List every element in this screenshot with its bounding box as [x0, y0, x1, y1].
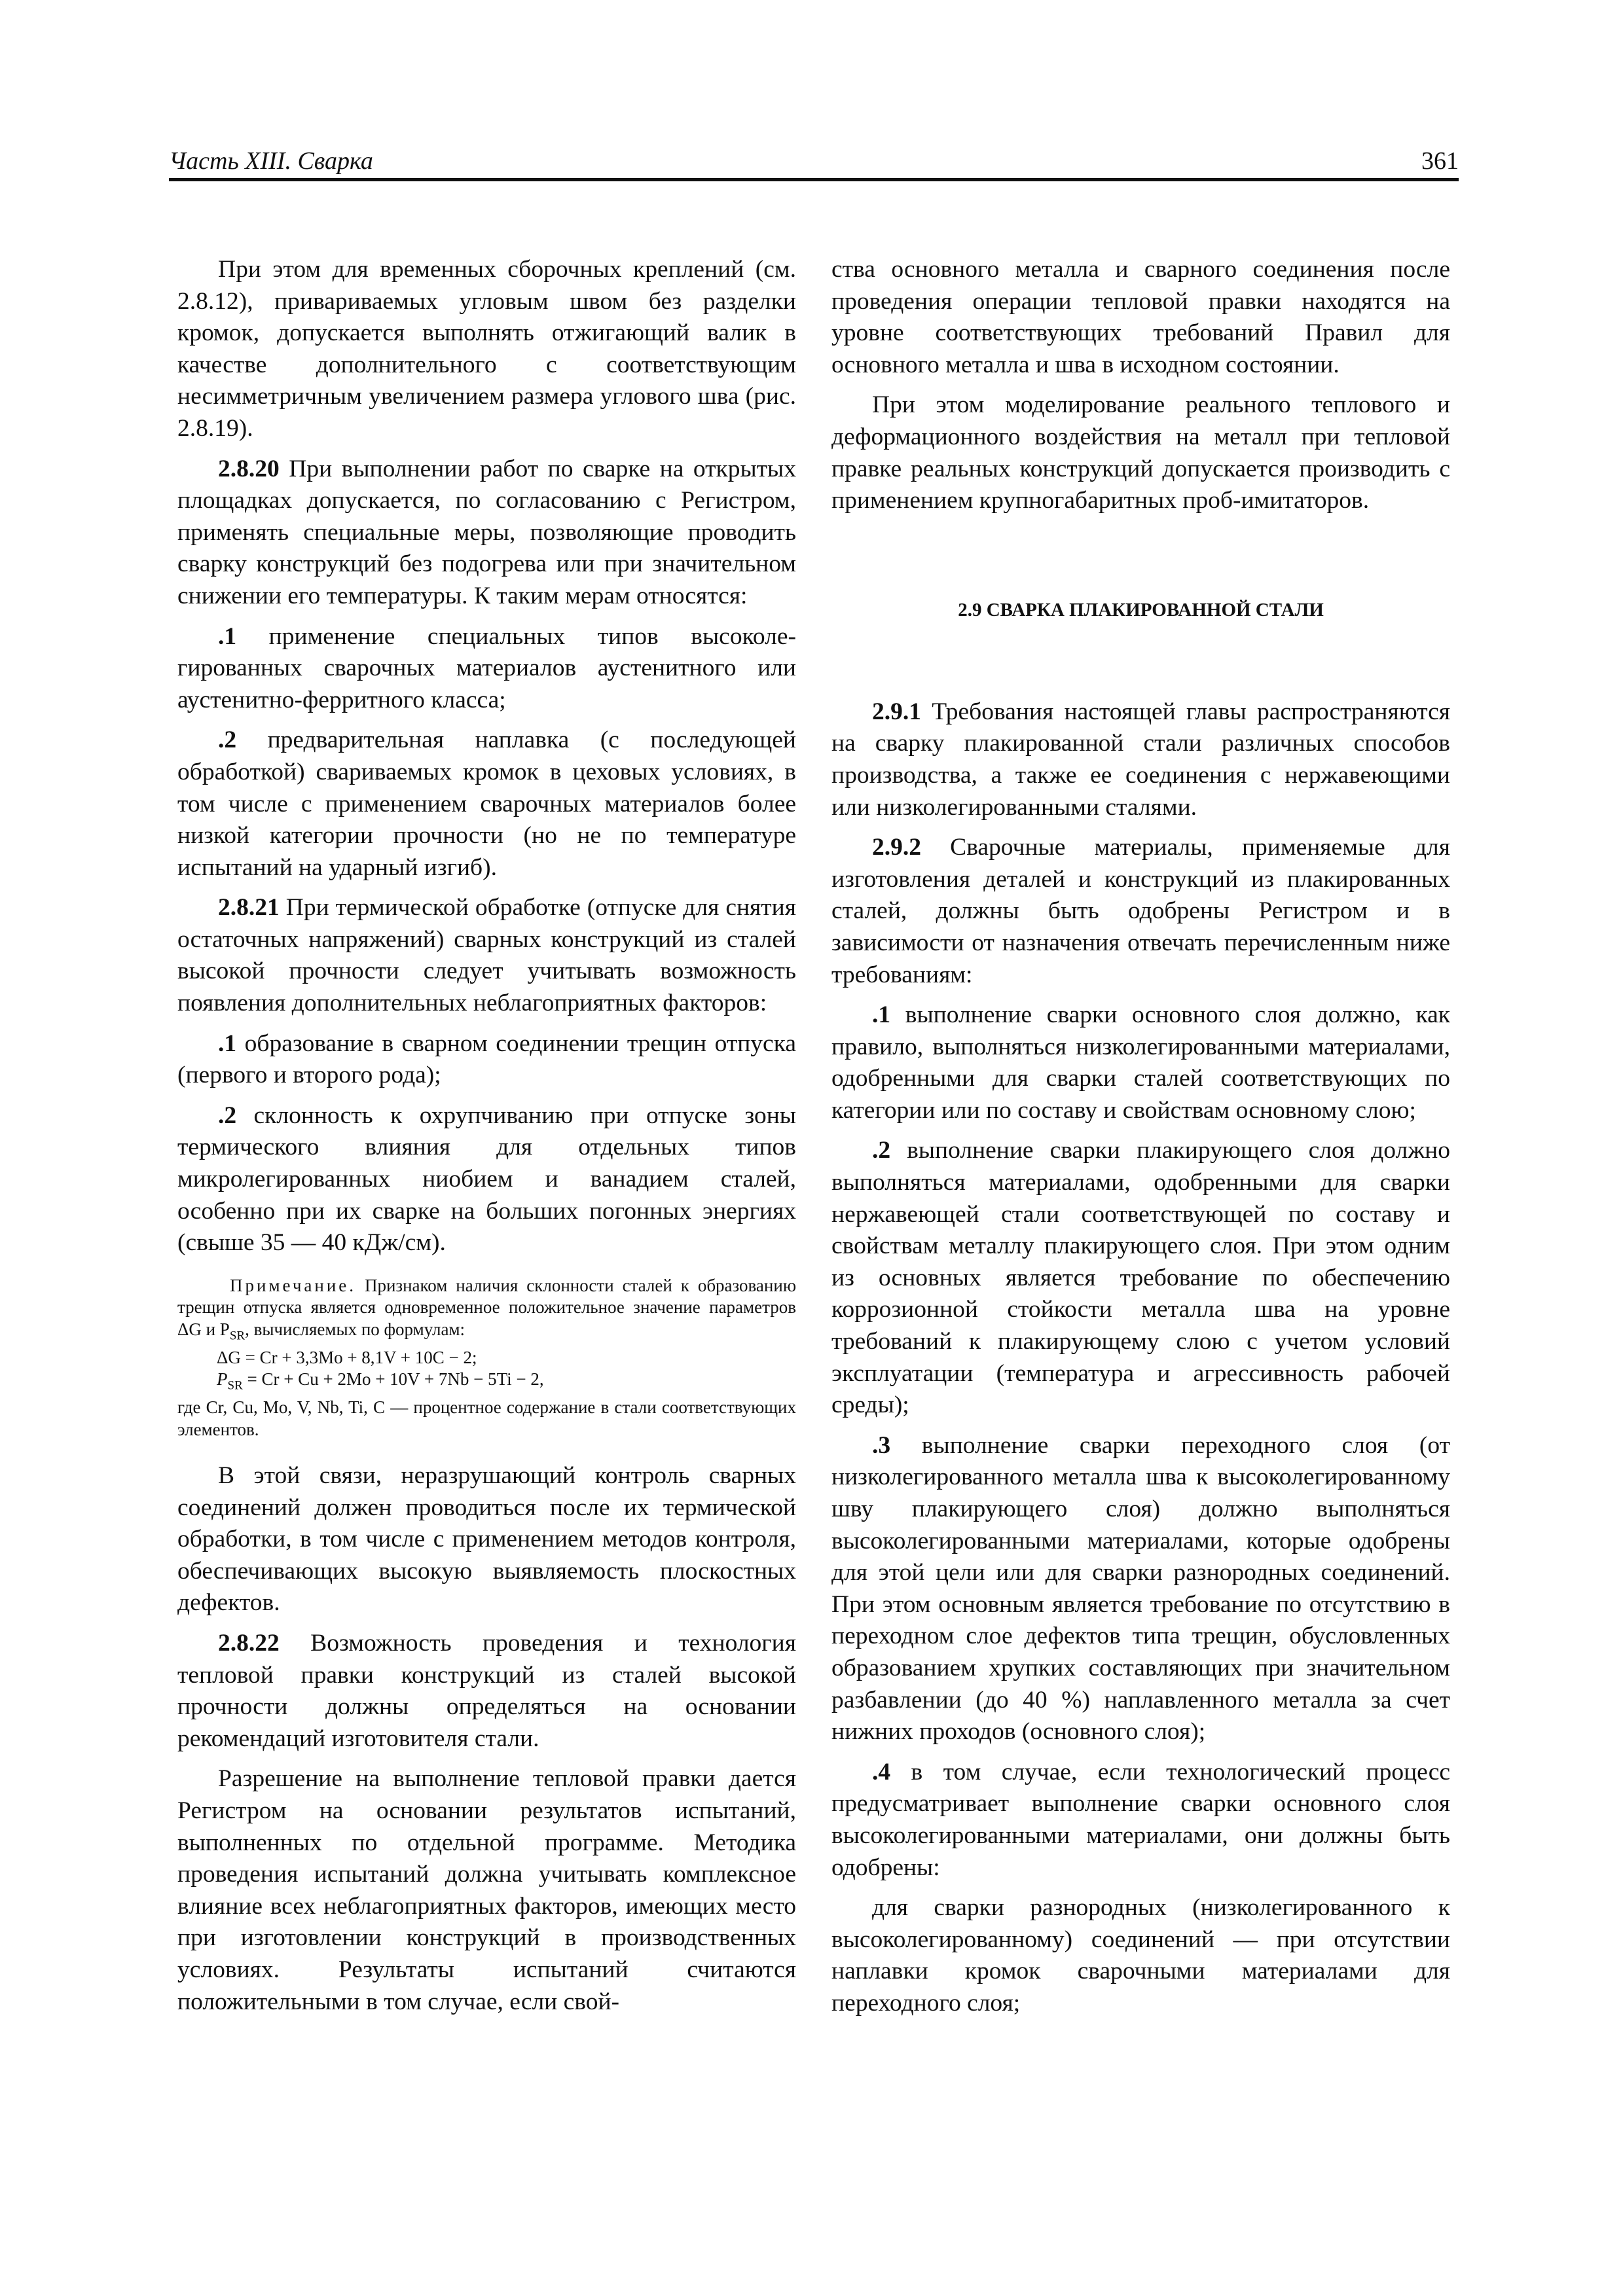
paragraph: 2.9.1 Требования настоящей главы распространяются на сварку плакированной стали различных способов производства, а также ее соединения с нержавеющими или низколегированными сталями. — [831, 698, 1450, 821]
formula-delta-g: ΔG = Cr + 3,3Mo + 8,1V + 10C − 2; — [217, 1347, 477, 1367]
formula-psr: $P_{SR} = Cr + Cu + 2Mo + 10V + 7Nb - 5Ti - 2$, — [217, 1369, 544, 1393]
page-number: 361 — [1421, 147, 1459, 175]
item-number: .1 — [218, 622, 237, 650]
clause-number: 2.8.20 — [218, 455, 280, 482]
list-item: .1 образование в сварном соединении трещин отпуска (первого и второго рода); — [177, 1030, 796, 1089]
right-column — [831, 254, 1450, 2028]
list-item: .2 выполнение сварки плакирующего слоя должно выполняться материалами, одобренными для сварки нержавеющей стали соответствующей по составу и свойствам металлу плакирующего слоя. При этом одним из основных является требование по обеспечению коррозионной стойкости металла шва на уровне требований к плакирующему слою с учетом условий эксплуатации (температура и агрессивность рабочей среды); — [831, 1137, 1450, 1419]
list-item: .2 склонность к охрупчиванию при отпуске зоны термического влияния для отдельных типов микролегированных ниобием и ванадием сталей, особенно при их сварке на больших погонных энергиях (свыше 35 — 40 кДж/см). — [177, 1102, 796, 1257]
clause-number: 2.8.22 — [218, 1630, 280, 1657]
item-number: .2 — [218, 1102, 237, 1129]
paragraph: При этом моделирование реального теплового и деформационного воздействия на металл при тепловой правке реальных конструкций допускается производить с применением крупногабаритных проб-имитаторов. — [831, 391, 1450, 514]
left-column — [177, 254, 796, 2026]
paragraph: для сварки разнородных (низколегированного к высоколегированному) соединений — при отсутствии наплавки кромок сварочными материалами для переходного слоя; — [831, 1894, 1450, 2017]
item-number: .1 — [872, 1001, 891, 1029]
paragraph: 2.8.22 Возможность проведения и технология тепловой правки конструкций из сталей высокой прочности должны определяться на основании рекомендаций изготовителя стали. — [177, 1630, 796, 1752]
list-item: .3 выполнение сварки переходного слоя (от низколегированного металла шва к высоколегированному шву плакирующего слоя) должно выполняться высоколегированными материалами, которые одобрены для этой цели или для сварки разнородных соединений. При этом основным является требование по отсутствию в переходном слое дефектов типа трещин, обусловленных образованием хрупких составляющих при значительном разбавлении (до 40 %) наплавленного металла за счет нижних проходов (основного слоя); — [831, 1431, 1450, 1746]
paragraph: В этой связи, неразрушающий контроль сварных соединений должен проводиться после их термической обработки, в том числе с применением методов контроля, обеспечивающих высокую выявляемость плоскостных дефектов. — [177, 1462, 796, 1617]
section-title: 2.9 СВАРКА ПЛАКИРОВАННОЙ СТАЛИ — [958, 599, 1324, 620]
item-number: .1 — [218, 1030, 237, 1057]
list-item: .2 предварительная наплавка (с последующей обработкой) свариваемых кромок в цеховых условиях, в том числе с применением сварочных материалов более низкой категории прочности (но не по температуре испытаний на ударный изгиб). — [177, 726, 796, 881]
clause-number: 2.9.2 — [872, 834, 921, 861]
header-title: Часть XIII. Сварка — [169, 147, 373, 175]
item-number: .2 — [218, 726, 237, 754]
list-item: .1 применение специальных типов высоколегированных сварочных материалов аустенитного или аустенитно-ферритного класса; — [177, 622, 796, 713]
paragraph: 2.8.20 При выполнении работ по сварке на открытых площадках допускается, по согласованию с Регистром, применять специальные меры, позволяющие проводить сварку конструкций без подогрева или при значительном снижении его температуры. К таким мерам относятся: — [177, 455, 796, 609]
item-number: .4 — [872, 1758, 891, 1785]
note-block: Примечание. Признаком наличия склонности сталей к образованию трещин отпуска является одновременное положительное значение параметров ΔG и $P_{SR}$, вычисляемых по формулам: ΔG = Cr + 3,3Mo + 8,1V + 10C − 2; $P_{SR} = Cr + Cu + 2Mo + 10V + 7Nb - 5Ti - 2$, где Cr, Cu, Mo, V, Nb, Ti, C — процентное содержание в стали соответствующих элементов. — [177, 1275, 796, 1439]
clause-number: 2.9.1 — [872, 698, 921, 725]
paragraph: ства основного металла и сварного соединения после проведения операции тепловой правки находятся на уровне соответствующих требований Правил для основного металла и шва в исходном состоянии. — [831, 256, 1450, 378]
item-number: .3 — [872, 1431, 891, 1459]
clause-number: 2.8.21 — [218, 894, 280, 922]
note-where: где Cr, Cu, Mo, V, Nb, Ti, C — процентное содержание в стали соответствующих элементов. — [177, 1397, 796, 1439]
paragraph: 2.9.2 Сварочные материалы, применяемые для изготовления деталей и конструкций из плакированных сталей, должны быть одобрены Регистром и в зависимости от назначения отвечать перечисленным ниже требованиям: — [831, 834, 1450, 988]
note-label: Примечание. — [230, 1275, 357, 1295]
list-item: .1 выполнение сварки основного слоя должно, как правило, выполняться низколегированными материалами, одобренными для сварки сталей соответствующих по категории или по составу и свойствам основному слою; — [831, 1001, 1450, 1124]
running-header — [169, 145, 1459, 181]
list-item: .4 в том случае, если технологический процесс предусматривает выполнение сварки основного слоя высоколегированными материалами, они должны быть одобрены: — [831, 1758, 1450, 1881]
item-number: .2 — [872, 1137, 891, 1164]
paragraph: При этом для временных сборочных креплений (см. 2.8.12), привариваемых угловым швом без разделки кромок, допускается выполнять отжигающий валик в качестве дополнительного с соответствующим несимметричным увеличением размера углового шва (рис. 2.8.19). — [177, 256, 796, 442]
paragraph: Разрешение на выполнение тепловой правки дается Регистром на основании результатов испытаний, выполненных по отдельной программе. Методика проведения испытаний должна учитывать комплексное влияние всех неблагоприятных факторов, имеющих место при изготовлении конструкций в производственных условиях. Результаты испытаний считаются положительными в том случае, если свой- — [177, 1765, 796, 2015]
paragraph: 2.8.21 При термической обработке (отпуске для снятия остаточных напряжений) сварных конструкций из сталей высокой прочности следует учитывать возможность появления дополнительных неблагоприятных факторов: — [177, 894, 796, 1017]
